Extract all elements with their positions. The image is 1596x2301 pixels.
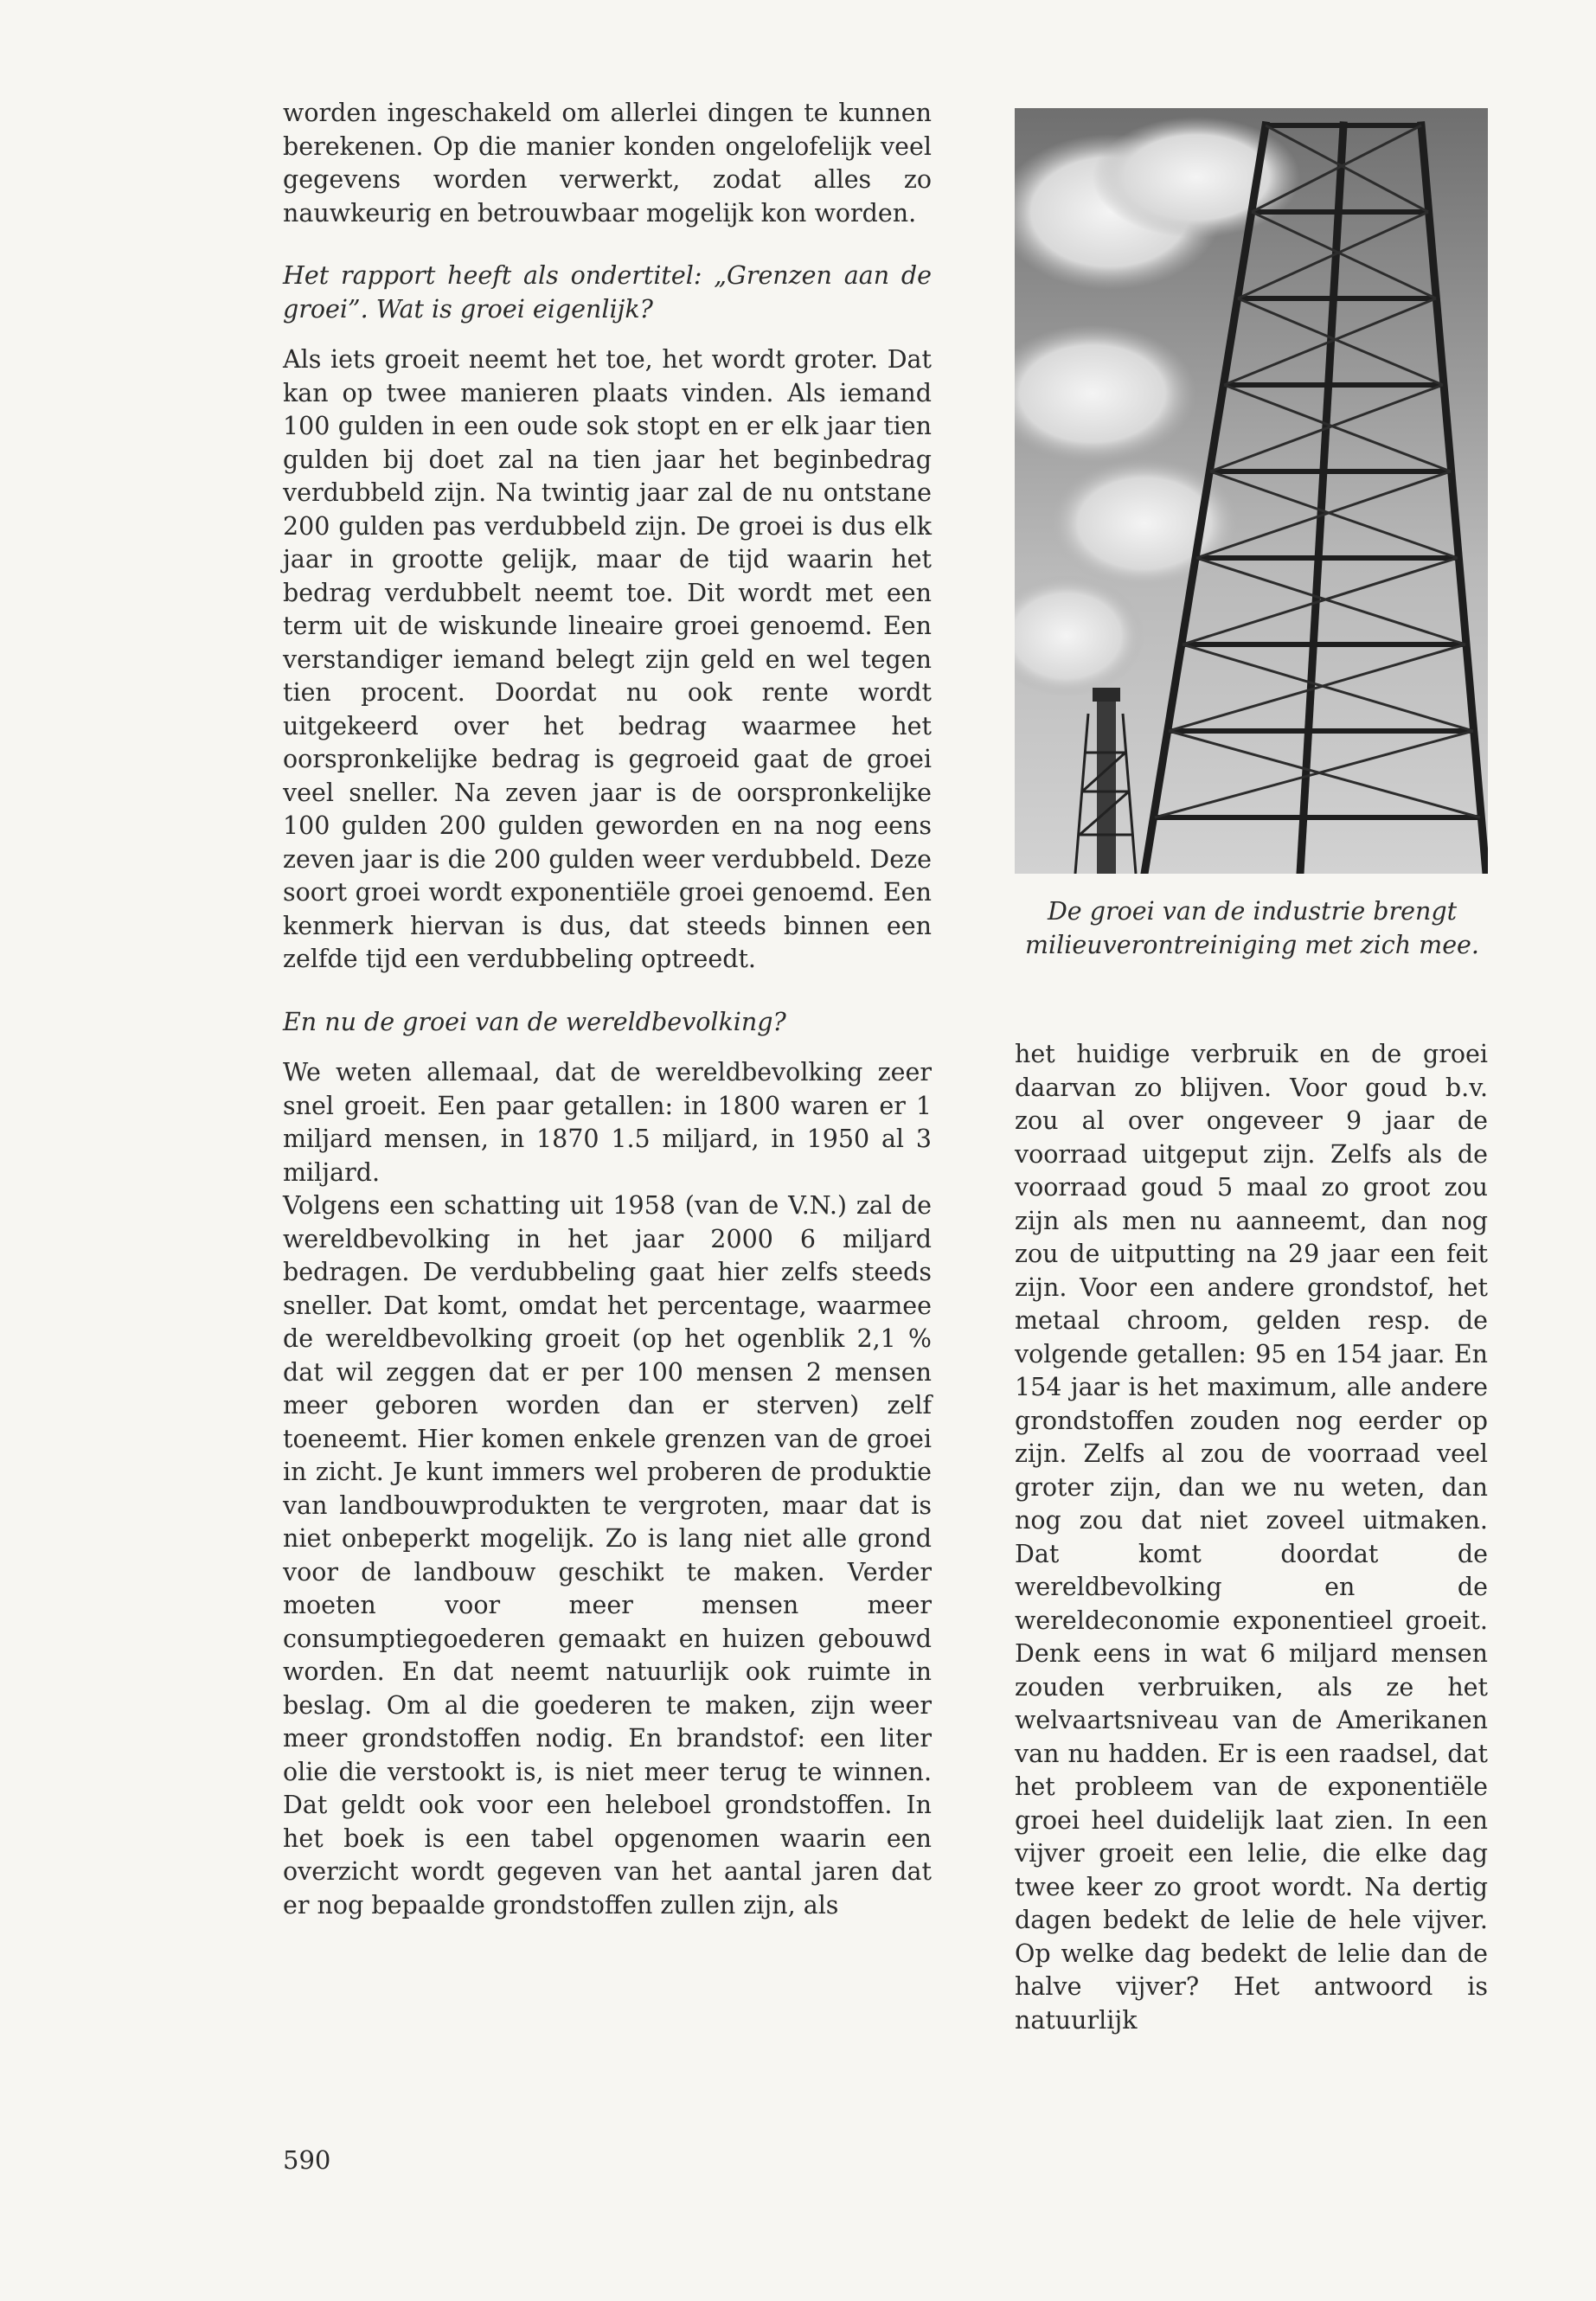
subheading-wereldbevolking: En nu de groei van de wereldbevolking? [283, 1007, 786, 1036]
paragraph-groei-uitleg: Als iets groeit neemt het toe, het wordt groter. Dat kan op twee manieren plaats vinden. Als iemand 100 gulden in een oude sok stopt en er elk jaar tien gulden bij doet zal na tien jaar het beginbedrag verdubbeld zijn. Na twintig jaar zal de nu ontstane 200 gulden pas verdubbeld zijn. De groei is dus elk jaar in grootte gelijk, maar de tijd waarin het bedrag verdubbelt neemt toe. Dit wordt met een term uit de wiskunde lineaire groei genoemd. Een verstandiger iemand belegt zijn geld en wel tegen tien procent. Doordat nu ook rente wordt uitgekeerd over het bedrag waarmee het oorspronkelijke bedrag is gegroeid gaat de groei veel sneller. Na zeven jaar is de oorspronkelijke 100 gulden 200 gulden geworden en na nog eens zeven jaar is die 200 gulden weer verdubbeld. Deze soort groei wordt exponentiële groei genoemd. Een kenmerk hiervan is dus, dat steeds binnen een zelfde tijd een verdubbeling optreedt. [283, 345, 932, 973]
subheading-grenzen: Het rapport heeft als ondertitel: „Grenzen aan de groei”. Wat is groei eigenlijk? [283, 261, 932, 324]
page-number: 590 [283, 2145, 331, 2175]
photo-caption: De groei van de industrie brengt milieuverontreiniging met zich mee. [1025, 897, 1479, 959]
industrial-tower-photo [1015, 108, 1488, 874]
paragraph-intro: worden ingeschakeld om allerlei dingen te kunnen berekenen. Op die manier konden ongelofelijk veel gegevens worden verwerkt, zodat alles zo nauwkeurig en betrouwbaar mogelijk kon worden. [283, 99, 932, 228]
paragraph-schatting: Volgens een schatting uit 1958 (van de V.N.) zal de wereldbevolking in het jaar 2000 6 miljard bedragen. De verdubbeling gaat hier zelfs steeds sneller. Dat komt, omdat het percentage, waarmee de wereldbevolking groeit (op het ogenblik 2,1 % dat wil zeggen dat er per 100 mensen 2 mensen meer geboren worden dan er sterven) zelf toeneemt. Hier komen enkele grenzen van de groei in zicht. Je kunt immers wel proberen de produktie van landbouwprodukten te vergroten, maar dat is niet onbeperkt mogelijk. Zo is lang niet alle grond voor de landbouw geschikt te maken. Verder moeten voor meer mensen meer consumptiegoederen gemaakt en huizen gebouwd worden. En dat neemt natuurlijk ook ruimte in beslag. Om al die goederen te maken, zijn weer meer grondstoffen nodig. En brandstof: een liter olie die verstookt is, is niet meer terug te winnen. Dat geldt ook voor een heleboel grondstoffen. In het boek is een tabel opgenomen waarin een overzicht wordt gegeven van het aantal jaren dat er nog bepaalde grondstoffen zullen zijn, als [283, 1191, 932, 1920]
paragraph-wereldbevolking: We weten allemaal, dat de wereldbevolking zeer snel groeit. Een paar getallen: in 1800 waren er 1 miljard mensen, in 1870 1.5 miljard, in 1950 al 3 miljard. [283, 1058, 932, 1187]
right-column [1015, 1038, 1488, 2037]
industrial-tower-illustration [1015, 108, 1488, 874]
left-column [283, 97, 932, 1922]
paragraph-grondstoffen: het huidige verbruik en de groei daarvan zo blijven. Voor goud b.v. zou al over ongeveer 9 jaar de voorraad uitgeput zijn. Zelfs als de voorraad goud 5 maal zo groot zou zijn als men nu aanneemt, dan nog zou de uitputting na 29 jaar een feit zijn. Voor een andere grondstof, het metaal chroom, gelden resp. de volgende getallen: 95 en 154 jaar. En 154 jaar is het maximum, alle andere grondstoffen zouden nog eerder op zijn. Zelfs al zou de voorraad veel groter zijn, dan we nu weten, dan nog zou dat niet zoveel uitmaken. Dat komt doordat de wereldbevolking en de wereldeconomie exponentieel groeit. Denk eens in wat 6 miljard mensen zouden verbruiken, als ze het welvaartsniveau van de Amerikanen van nu hadden. Er is een raadsel, dat het probleem van de exponentiële groei heel duidelijk laat zien. In een vijver groeit een lelie, die elke dag twee keer zo groot wordt. Na dertig dagen bedekt de lelie de hele vijver. Op welke dag bedekt de lelie dan de halve vijver? Het antwoord is natuurlijk [1015, 1040, 1488, 2035]
